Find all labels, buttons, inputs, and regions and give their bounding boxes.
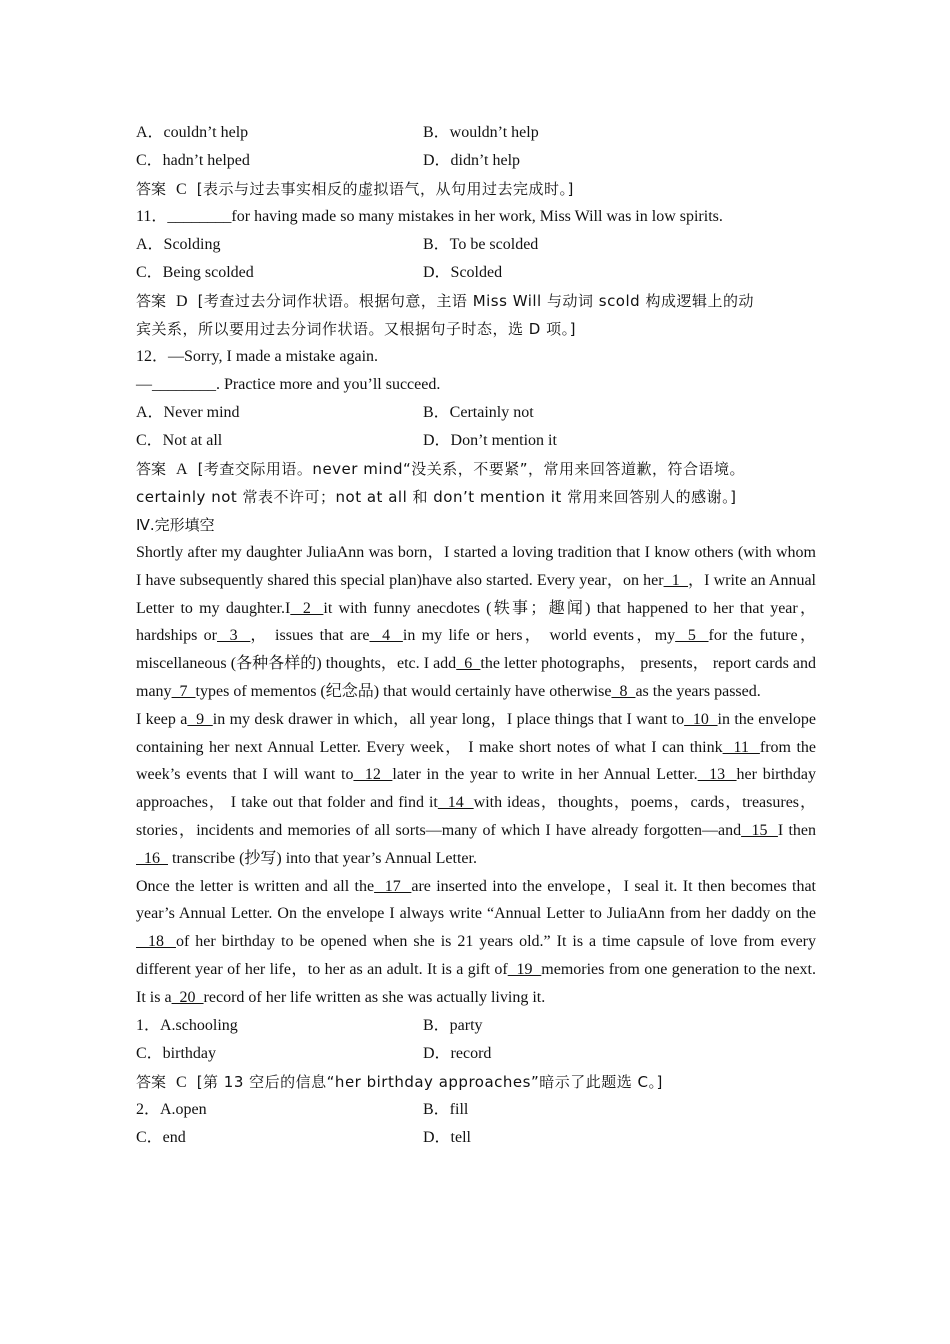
cloze-blank: 4: [369, 627, 403, 645]
q11-option-a: A．Scolding: [136, 236, 221, 253]
answer-letter: C: [176, 181, 187, 198]
q11-option-b: B．To be scolded: [423, 236, 539, 253]
cloze-q1-answer: [136, 1068, 816, 1096]
passage-text: I keep a: [136, 710, 188, 728]
cloze-blank: 5: [675, 627, 709, 645]
cloze-q1-option-b: B．party: [423, 1016, 483, 1034]
answer-explanation: [表示与过去事实相反的虚拟语气，从句用过去完成时。]: [196, 180, 574, 198]
passage-text: transcribe (抄写) into that year’s Annual Letter.: [168, 849, 477, 867]
passage-text: Shortly after my daughter JuliaAnn was born，I started a loving tradition that I know others (with whom I have subsequently shared this special plan)have also started. Every year，on her: [136, 544, 816, 589]
cloze-blank: 1: [663, 571, 689, 589]
answer-label: 答案: [136, 180, 167, 198]
q12-answer: [136, 455, 816, 483]
cloze-q2-option-a: 2．A.open: [136, 1100, 207, 1118]
cloze-q1-option-c: C．birthday: [136, 1044, 216, 1062]
cloze-q2-option-c: C．end: [136, 1128, 186, 1146]
passage-text: in my life or hers， world events，my: [402, 627, 676, 645]
cloze-q1-option-a: 1．A.schooling: [136, 1016, 238, 1034]
cloze-q2-options-row-1: [136, 1096, 816, 1124]
cloze-blank: 12: [353, 766, 393, 784]
q12-option-a: A．Never mind: [136, 404, 240, 421]
section-title: Ⅳ.完形填空: [136, 516, 215, 534]
passage-text: the letter photographs， presents， report cards and many: [136, 655, 817, 700]
cloze-blank: 18: [136, 933, 176, 951]
passage-text: in my desk drawer in which，all year long，I place things that I want to: [212, 710, 685, 728]
cloze-q2-options-row-2: [136, 1124, 816, 1152]
q12-stem-1: 12．—Sorry, I made a mistake again.: [136, 348, 379, 365]
cloze-blank: 6: [456, 655, 481, 673]
q11-stem: 11．________for having made so many mistakes in her work, Miss Will was in low spirits.: [136, 208, 723, 225]
cloze-blank: 3: [217, 627, 251, 645]
passage-text: ， issues that are: [250, 627, 370, 645]
q10-options-row-1: [136, 119, 816, 147]
cloze-blank: 19: [507, 960, 542, 978]
q12-options-row-2: [136, 427, 816, 455]
cloze-blank: 9: [187, 710, 213, 728]
answer-label: 答案: [136, 460, 167, 478]
cloze-blank: 11: [722, 738, 760, 756]
cloze-blank: 20: [171, 988, 204, 1006]
passage-paragraph-1: [136, 539, 816, 706]
cloze-q2-option-d: D．tell: [423, 1128, 471, 1146]
q10-options-row-2: [136, 147, 816, 175]
passage-text: I then: [777, 821, 817, 839]
q11-answer-continued: 宾关系，所以要用过去分词作状语。又根据句子时态，选 D 项。]: [136, 320, 576, 338]
answer-explanation: [考查交际用语。never mind“没关系，不要紧”，常用来回答道歉，符合语境。: [197, 460, 746, 478]
q10-option-a: A．couldn’t help: [136, 124, 249, 141]
answer-letter: D: [176, 293, 188, 310]
passage-text: record of her life written as she was actually living it.: [203, 988, 546, 1006]
answer-explanation: [考查过去分词作状语。根据句意，主语 Miss Will 与动词 scold 构成逻辑上的动: [197, 292, 754, 310]
cloze-q2-option-b: B．fill: [423, 1100, 469, 1118]
q10-option-b: B．wouldn’t help: [423, 124, 539, 141]
passage-text: of her birthday to be opened when she is 21 years old.” It is a time capsule of love from every different year of her life，to her as an adult. It is a gift of: [136, 933, 817, 978]
cloze-blank: 13: [697, 766, 737, 784]
cloze-blank: 14: [437, 794, 474, 812]
passage-text: her birthday approaches， I take out that folder and find it: [136, 766, 817, 812]
cloze-blank: 17: [374, 877, 412, 895]
answer-letter: C: [176, 1073, 187, 1091]
cloze-blank: 8: [611, 682, 636, 700]
answer-label: 答案: [136, 1072, 167, 1091]
cloze-q1-options-row-2: [136, 1040, 816, 1068]
passage-text: memories from one generation to the next. It is a: [136, 960, 817, 1006]
passage-text: Once the letter is written and all the: [136, 877, 375, 895]
q12-option-d: D．Don’t mention it: [423, 432, 557, 449]
cloze-q1-option-d: D．record: [423, 1044, 492, 1062]
q12-option-b: B．Certainly not: [423, 404, 534, 421]
q12-answer-continued: certainly not 常表不许可；not at all 和 don’t mention it 常用来回答别人的感谢。]: [136, 488, 737, 506]
document-content: [136, 119, 816, 1152]
q11-options-row-1: [136, 231, 816, 259]
cloze-blank: 16: [136, 849, 168, 867]
passage-paragraph-2: [136, 706, 816, 873]
passage-text: are inserted into the envelope，I seal it. It then becomes that year’s Annual Letter. On the envelope I always write “Annual Letter to JuliaAnn from her daddy on the: [136, 877, 816, 923]
passage-text: types of mementos (纪念品) that would certainly have otherwise: [195, 682, 612, 700]
answer-explanation: [第 13 空后的信息“her birthday approaches”暗示了此题选 C。]: [196, 1072, 663, 1091]
q10-answer: [136, 175, 816, 203]
passage-text: with ideas，thoughts，poems，cards，treasures，stories，incidents and memories of all sorts—many of which I have already forgotten—and: [136, 794, 816, 839]
answer-letter: A: [176, 461, 188, 478]
passage-text: later in the year to write in her Annual Letter.: [392, 766, 698, 784]
cloze-blank: 7: [171, 682, 196, 700]
passage-text: in the envelope containing her next Annual Letter. Every week， I make short notes of what I can think: [136, 710, 817, 756]
passage-text: it with funny anecdotes (轶事；趣闻) that happened to her that year， hardships or: [136, 599, 816, 645]
q11-options-row-2: [136, 259, 816, 287]
answer-label: 答案: [136, 292, 167, 310]
q11-option-c: C．Being scolded: [136, 264, 254, 281]
cloze-blank: 15: [741, 821, 778, 839]
passage-text: from the week’s events that I will want to: [136, 738, 817, 784]
passage-text: for the future，miscellaneous (各种各样的) thoughts，etc. I add: [136, 627, 816, 673]
passage-text: as the years passed.: [635, 682, 761, 700]
cloze-blank: 2: [290, 599, 324, 617]
cloze-blank: 10: [684, 710, 718, 728]
q11-answer: [136, 287, 816, 315]
q12-stem-2: —________. Practice more and you’ll succeed.: [136, 376, 441, 393]
q11-option-d: D．Scolded: [423, 264, 503, 281]
q10-option-c: C．hadn’t helped: [136, 152, 250, 169]
passage-text: ，I write an Annual Letter to my daughter.I: [136, 571, 817, 617]
cloze-q1-options-row-1: [136, 1012, 816, 1040]
passage-paragraph-3: [136, 873, 816, 1012]
q10-option-d: D．didn’t help: [423, 152, 521, 169]
q12-option-c: C．Not at all: [136, 432, 223, 449]
q12-options-row-1: [136, 399, 816, 427]
